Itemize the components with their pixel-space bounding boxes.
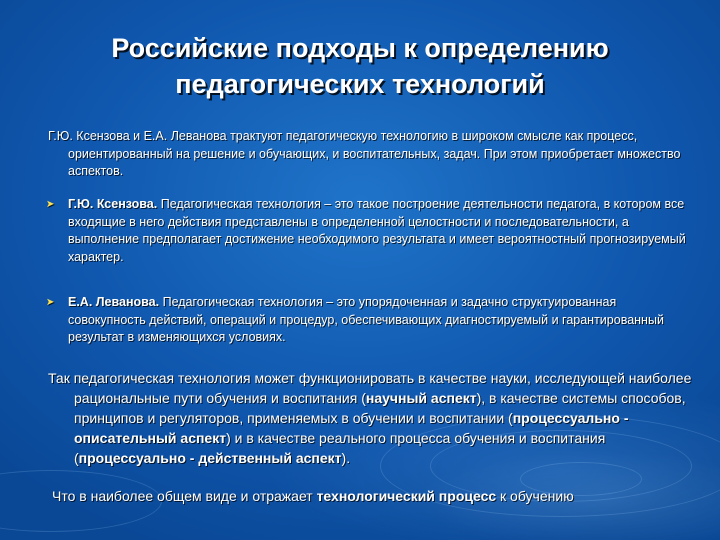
bullet-text bbox=[68, 196, 686, 266]
closing-text: к обучению bbox=[496, 488, 574, 504]
summary-text: Так педагогическая технология может функционировать в качестве науки, исследующей наиболее рациональные пути обучения и воспитания ( bbox=[48, 370, 692, 406]
summary-text: ), в качестве системы способов, принципов и регуляторов, применяемых в обучении и воспитании ( bbox=[74, 390, 686, 426]
summary-emphasis: процессуально - действенный аспект bbox=[78, 450, 342, 466]
summary-text: ) и в качестве реального процесса обучения и воспитания ( bbox=[74, 430, 606, 466]
summary-emphasis: процессуально - описательный аспект bbox=[74, 410, 629, 446]
closing-text: Что в наиболее общем виде и отражает bbox=[52, 488, 317, 504]
intro-paragraph: Г.Ю. Ксензова и Е.А. Леванова трактуют педагогическую технологию в широком смысле как процесс, ориентированный на решение и обучающих, и воспитательных, задач. При этом приобретает множество аспектов. bbox=[48, 129, 681, 178]
bullet-definition: Педагогическая технология – это упорядоченная и задачно структуированная совокупность действий, операций и процедур, обеспечивающих диагностируемый и гарантированный результат в изменяющихся условиях. bbox=[68, 295, 664, 344]
closing-line bbox=[52, 486, 692, 506]
arrow-bullet-icon: ➤ bbox=[46, 199, 55, 210]
bullet-author: Е.А. Леванова. bbox=[68, 295, 160, 309]
bullet-item bbox=[46, 196, 686, 266]
summary-text: ). bbox=[341, 450, 351, 466]
bullet-definition: Педагогическая технология – это такое построение деятельности педагога, в котором все входящие в него действия представлены в определенной целостности и последовательности, а выполнение предполагает достижение необходимого результата и имеет вероятностный прогнозируемый характер. bbox=[68, 197, 686, 264]
summary-emphasis: научный аспект bbox=[365, 390, 477, 406]
summary-paragraph bbox=[48, 368, 710, 468]
bullet-item bbox=[46, 294, 686, 347]
closing-emphasis: технологический процесс bbox=[316, 488, 497, 504]
slide-title bbox=[40, 30, 680, 102]
slide-title-line: педагогических технологий bbox=[175, 69, 545, 99]
slide-title-line: Российские подходы к определению bbox=[111, 33, 609, 63]
arrow-bullet-icon: ➤ bbox=[46, 297, 55, 308]
bullet-text bbox=[68, 294, 686, 347]
bullet-author: Г.Ю. Ксензова. bbox=[68, 197, 158, 211]
